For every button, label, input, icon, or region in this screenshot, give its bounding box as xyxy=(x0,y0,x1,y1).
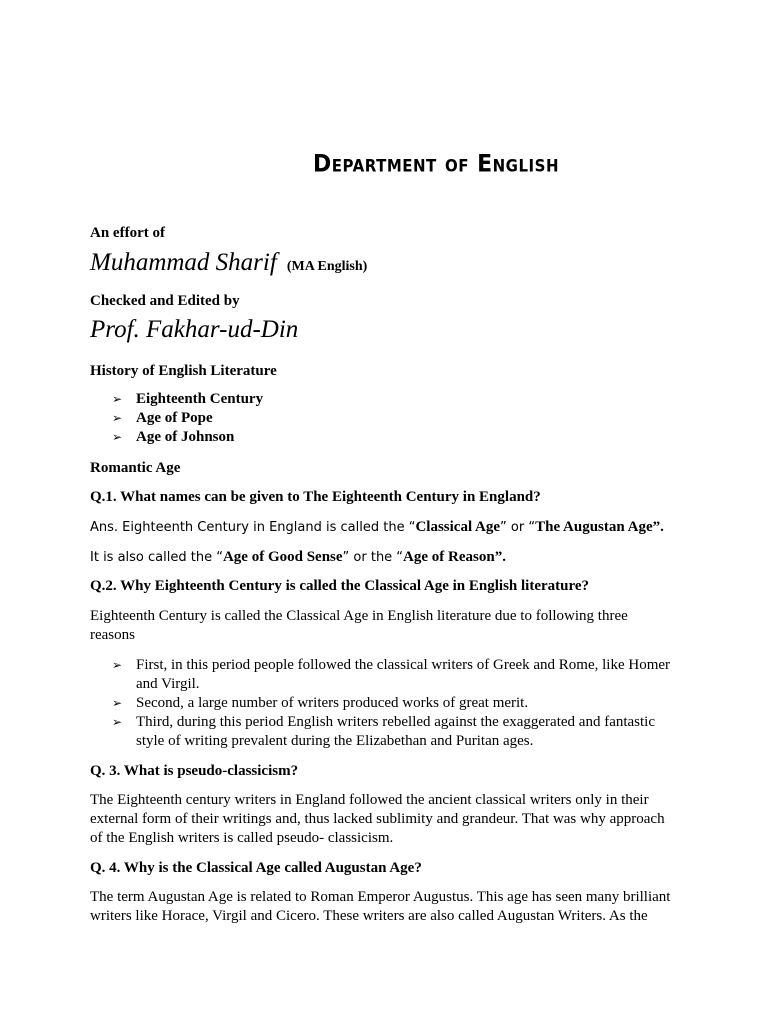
list-item: ➢ Third, during this period English writers rebelled against the exaggerated and fantastic style of writing prevalent during the Elizabethan and Puritan ages. xyxy=(112,714,656,749)
question-3: Q. 3. What is pseudo-classicism? xyxy=(90,763,299,779)
answer-4: The term Augustan Age is related to Roman Emperor Augustus. This age has seen many brilliant writers like Horace, Virgil and Cicero. These writers are also called Augustan Writers. As the xyxy=(90,889,671,924)
question-4: Q. 4. Why is the Classical Age called Augustan Age? xyxy=(90,860,422,876)
page-title: Department of English xyxy=(312,150,559,179)
question-2: Q.2. Why Eighteenth Century is called the Classical Age in English literature? xyxy=(90,578,590,594)
history-heading: History of English Literature xyxy=(90,363,277,379)
arrow-bullet-icon: ➢ xyxy=(112,430,123,444)
romantic-age-heading: Romantic Age xyxy=(90,460,181,476)
answer-3: The Eighteenth century writers in England followed the ancient classical writers only in their external form of their writings and, thus lacked sublimity and grandeur. That was why approach of the English writers is called pseudo- classicism. xyxy=(90,792,665,846)
list-item: ➢ First, in this period people followed the classical writers of Greek and Rome, like Homer and Virgil. xyxy=(112,657,671,692)
arrow-bullet-icon: ➢ xyxy=(112,696,123,710)
answer-1b: It is also called the “Age of Good Sense” or the “Age of Reason”. xyxy=(90,549,506,565)
checked-label: Checked and Edited by xyxy=(90,293,240,309)
arrow-bullet-icon: ➢ xyxy=(112,715,123,729)
history-list xyxy=(90,390,680,447)
editor-name: Prof. Fakhar-ud-Din xyxy=(90,316,299,343)
editor-line xyxy=(90,316,680,343)
arrow-bullet-icon: ➢ xyxy=(112,658,123,672)
answer-1: Ans. Eighteenth Century in England is called the “Classical Age” or “The Augustan Age”. xyxy=(90,519,664,535)
list-item: ➢ Age of Pope xyxy=(112,410,213,426)
list-item: ➢ Second, a large number of writers produced works of great merit. xyxy=(112,695,529,711)
list-item: ➢ Age of Johnson xyxy=(112,429,235,445)
answer-2-intro: Eighteenth Century is called the Classical Age in English literature due to following three reasons xyxy=(90,608,628,643)
author-degree: (MA English) xyxy=(286,259,368,274)
arrow-bullet-icon: ➢ xyxy=(112,411,123,425)
reasons-list xyxy=(90,656,680,751)
author-name: Muhammad Sharif xyxy=(90,249,277,276)
list-item: ➢ Eighteenth Century xyxy=(112,391,264,407)
author-line xyxy=(90,249,680,276)
question-1: Q.1. What names can be given to The Eighteenth Century in England? xyxy=(90,489,541,505)
arrow-bullet-icon: ➢ xyxy=(112,392,123,406)
effort-label: An effort of xyxy=(90,225,165,241)
